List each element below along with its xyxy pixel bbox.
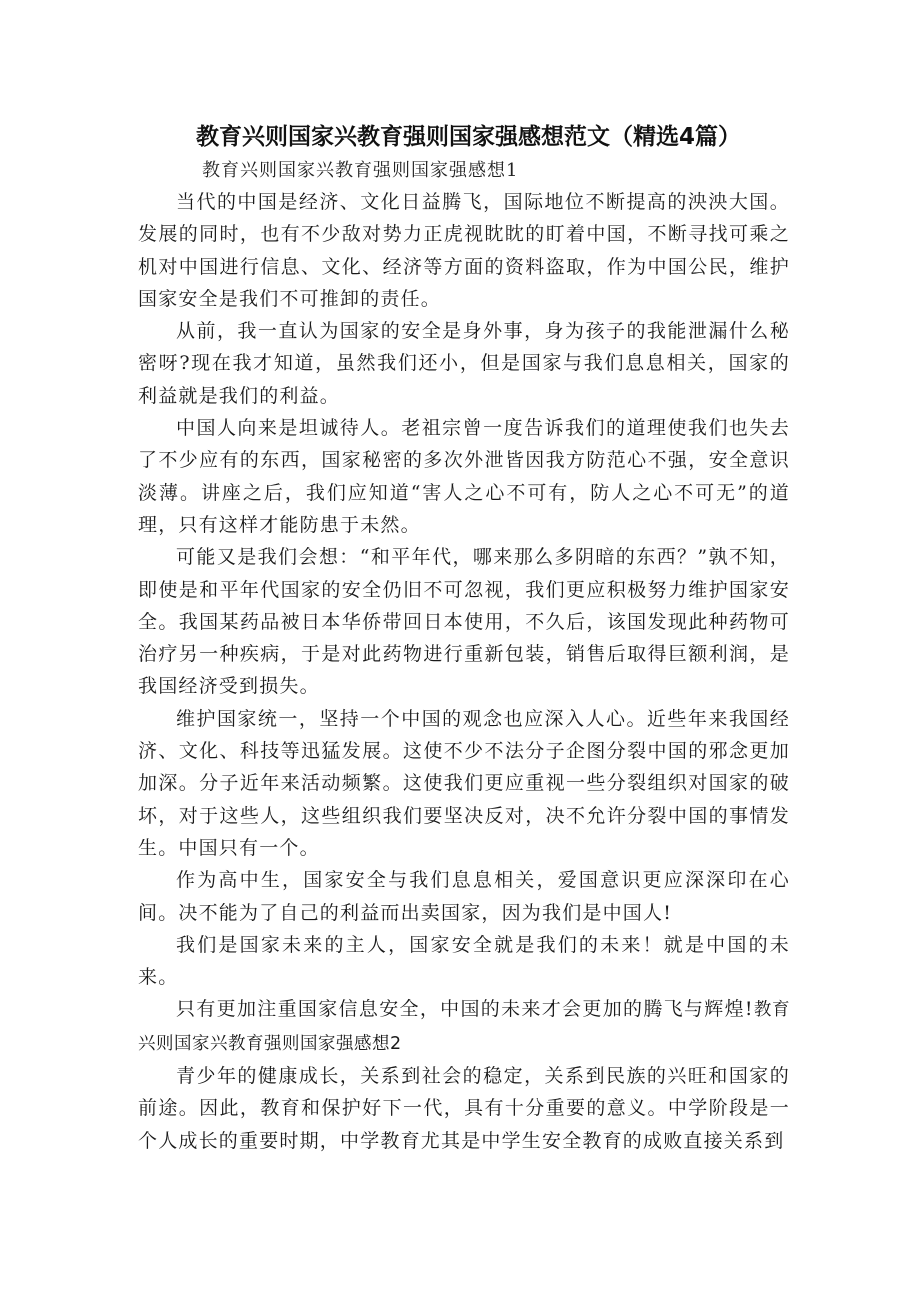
- paragraph: 我们是国家未来的主人，国家安全就是我们的未来！就是中国的未来。: [138, 933, 790, 989]
- section-heading-2: 教育兴则国家兴教育强则国家强感想2: [138, 1000, 791, 1054]
- paragraph: 维护国家统一，坚持一个中国的观念也应深入人心。近些年来我国经济、文化、科技等迅猛发展。这使不少不法分子企图分裂中国的邪念更加加深。分子近年来活动频繁。这使我们更应重视一些分裂组织对国家的破坏，对于这些人，这些组织我们要坚决反对，决不允许分裂中国的事情发生。中国只有一个。: [138, 707, 790, 859]
- document-body: [138, 186, 790, 1157]
- paragraph: 作为高中生，国家安全与我们息息相关，爱国意识更应深深印在心间。决不能为了自己的利益而出卖国家，因为我们是中国人!: [138, 869, 790, 924]
- paragraph: 青少年的健康成长，关系到社会的稳定，关系到民族的兴旺和国家的前途。因此，教育和保护好下一代，具有十分重要的意义。中学阶段是一个人成长的重要时期，中学教育尤其是中学生安全教育的成败直接关系到: [138, 1065, 790, 1152]
- section-heading-1: 教育兴则国家兴教育强则国家强感想1: [202, 160, 519, 181]
- paragraph-text: 只有更加注重国家信息安全，中国的未来才会更加的腾飞与辉煌!: [176, 998, 754, 1021]
- paragraph: 中国人向来是坦诚待人。老祖宗曾一度告诉我们的道理使我们也失去了不少应有的东西，国家秘密的多次外泄皆因我方防范心不强，安全意识淡薄。讲座之后，我们应知道“害人之心不可有，防人之心不可无”的道理，只有这样才能防患于未然。: [138, 417, 790, 536]
- paragraph: 从前，我一直认为国家的安全是身外事，身为孩子的我能泄漏什么秘密呀?现在我才知道，虽然我们还小，但是国家与我们息息相关，国家的利益就是我们的利益。: [138, 320, 790, 407]
- paragraph: 当代的中国是经济、文化日益腾飞，国际地位不断提高的泱泱大国。发展的同时，也有不少敌对势力正虎视眈眈的盯着中国，不断寻找可乘之机对中国进行信息、文化、经济等方面的资料盗取，作为中国公民，维护国家安全是我们不可推卸的责任。: [138, 191, 790, 310]
- paragraph: [138, 993, 790, 1060]
- paragraph: 可能又是我们会想：“和平年代，哪来那么多阴暗的东西？”孰不知，即使是和平年代国家的安全仍旧不可忽视，我们更应积极努力维护国家安全。我国某药品被日本华侨带回日本使用，不久后，该国发现此种药物可治疗另一种疾病，于是对此药物进行重新包装，销售后取得巨额利润，是我国经济受到损失。: [138, 546, 790, 698]
- document-title: 教育兴则国家兴教育强则国家强感想范文（精选4篇）: [196, 124, 742, 150]
